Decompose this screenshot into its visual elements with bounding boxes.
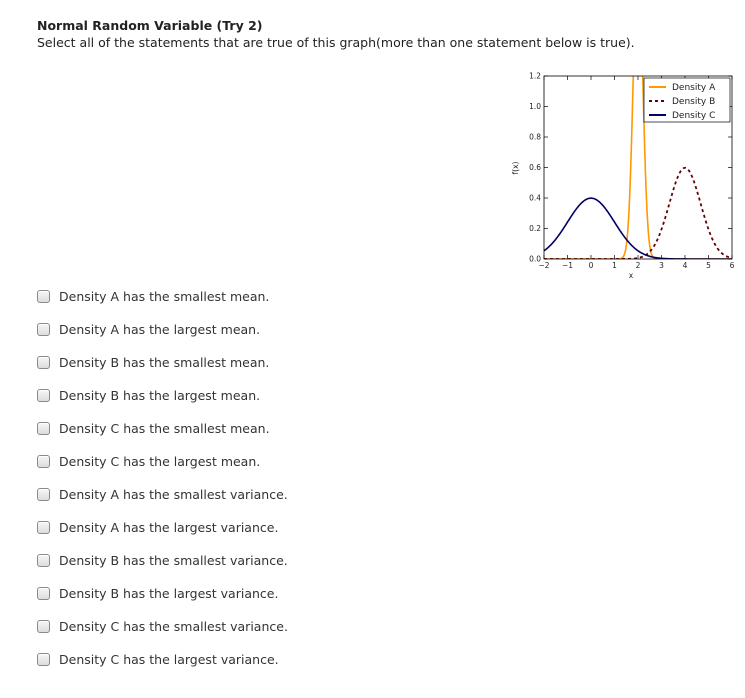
x-tick-label: 1 [612, 261, 617, 270]
x-axis-label: x [628, 271, 634, 280]
checkbox[interactable] [37, 587, 50, 600]
option-label: Density C has the largest mean. [59, 453, 261, 469]
x-tick-label: −1 [561, 261, 574, 270]
x-tick-label: 2 [635, 261, 641, 270]
option-c-largest-mean[interactable] [37, 451, 337, 471]
option-c-largest-variance[interactable] [37, 649, 337, 669]
y-tick-label: 0.4 [529, 193, 541, 203]
y-axis-label: f(x) [511, 161, 520, 175]
checkbox[interactable] [37, 356, 50, 369]
y-tick-label: 0.0 [529, 254, 541, 264]
checkbox[interactable] [37, 389, 50, 402]
option-b-smallest-variance[interactable] [37, 550, 337, 570]
checkbox[interactable] [37, 323, 50, 336]
option-a-largest-mean[interactable] [37, 319, 337, 339]
x-tick-label: −2 [538, 261, 550, 270]
legend-entry: Density C [672, 111, 716, 121]
option-label: Density C has the largest variance. [59, 651, 279, 667]
legend-entry: Density B [672, 97, 716, 107]
option-label: Density A has the largest variance. [59, 519, 279, 535]
option-label: Density A has the smallest mean. [59, 288, 270, 304]
checkbox[interactable] [37, 653, 50, 666]
x-tick-label: 5 [706, 261, 711, 270]
x-tick-label: 0 [588, 261, 594, 270]
checkbox[interactable] [37, 620, 50, 633]
x-tick-label: 4 [682, 261, 688, 270]
option-a-largest-variance[interactable] [37, 517, 337, 537]
option-label: Density B has the largest mean. [59, 387, 261, 403]
option-label: Density C has the smallest mean. [59, 420, 270, 436]
x-tick-label: 6 [729, 261, 735, 270]
option-label: Density A has the smallest variance. [59, 486, 288, 502]
option-label: Density B has the smallest mean. [59, 354, 270, 370]
checkbox[interactable] [37, 422, 50, 435]
option-b-smallest-mean[interactable] [37, 352, 337, 372]
y-tick-label: 0.6 [529, 163, 541, 172]
density-chart-svg [505, 68, 737, 286]
checkbox[interactable] [37, 455, 50, 468]
series-line-density-c [544, 198, 732, 259]
legend-entry: Density A [672, 83, 716, 93]
checkbox[interactable] [37, 290, 50, 303]
checkbox[interactable] [37, 554, 50, 567]
option-c-smallest-mean[interactable] [37, 418, 337, 438]
y-tick-label: 0.2 [529, 224, 541, 233]
y-tick-label: 0.8 [529, 132, 541, 142]
x-tick-label: 3 [659, 261, 664, 270]
option-c-smallest-variance[interactable] [37, 616, 337, 636]
option-label: Density B has the smallest variance. [59, 552, 288, 568]
y-tick-label: 1.2 [529, 71, 541, 81]
option-a-smallest-variance[interactable] [37, 484, 337, 504]
option-label: Density B has the largest variance. [59, 585, 279, 601]
option-b-largest-variance[interactable] [37, 583, 337, 603]
question-title: Normal Random Variable (Try 2) [37, 18, 263, 33]
checkbox[interactable] [37, 488, 50, 501]
option-b-largest-mean[interactable] [37, 385, 337, 405]
density-chart [505, 68, 737, 286]
option-label: Density C has the smallest variance. [59, 618, 288, 634]
option-label: Density A has the largest mean. [59, 321, 261, 337]
option-a-smallest-mean[interactable] [37, 286, 337, 306]
question-instructions: Select all of the statements that are true of this graph(more than one statement below is true). [37, 35, 635, 50]
y-tick-label: 1.0 [529, 102, 541, 111]
chart-legend [644, 78, 730, 122]
checkbox[interactable] [37, 521, 50, 534]
